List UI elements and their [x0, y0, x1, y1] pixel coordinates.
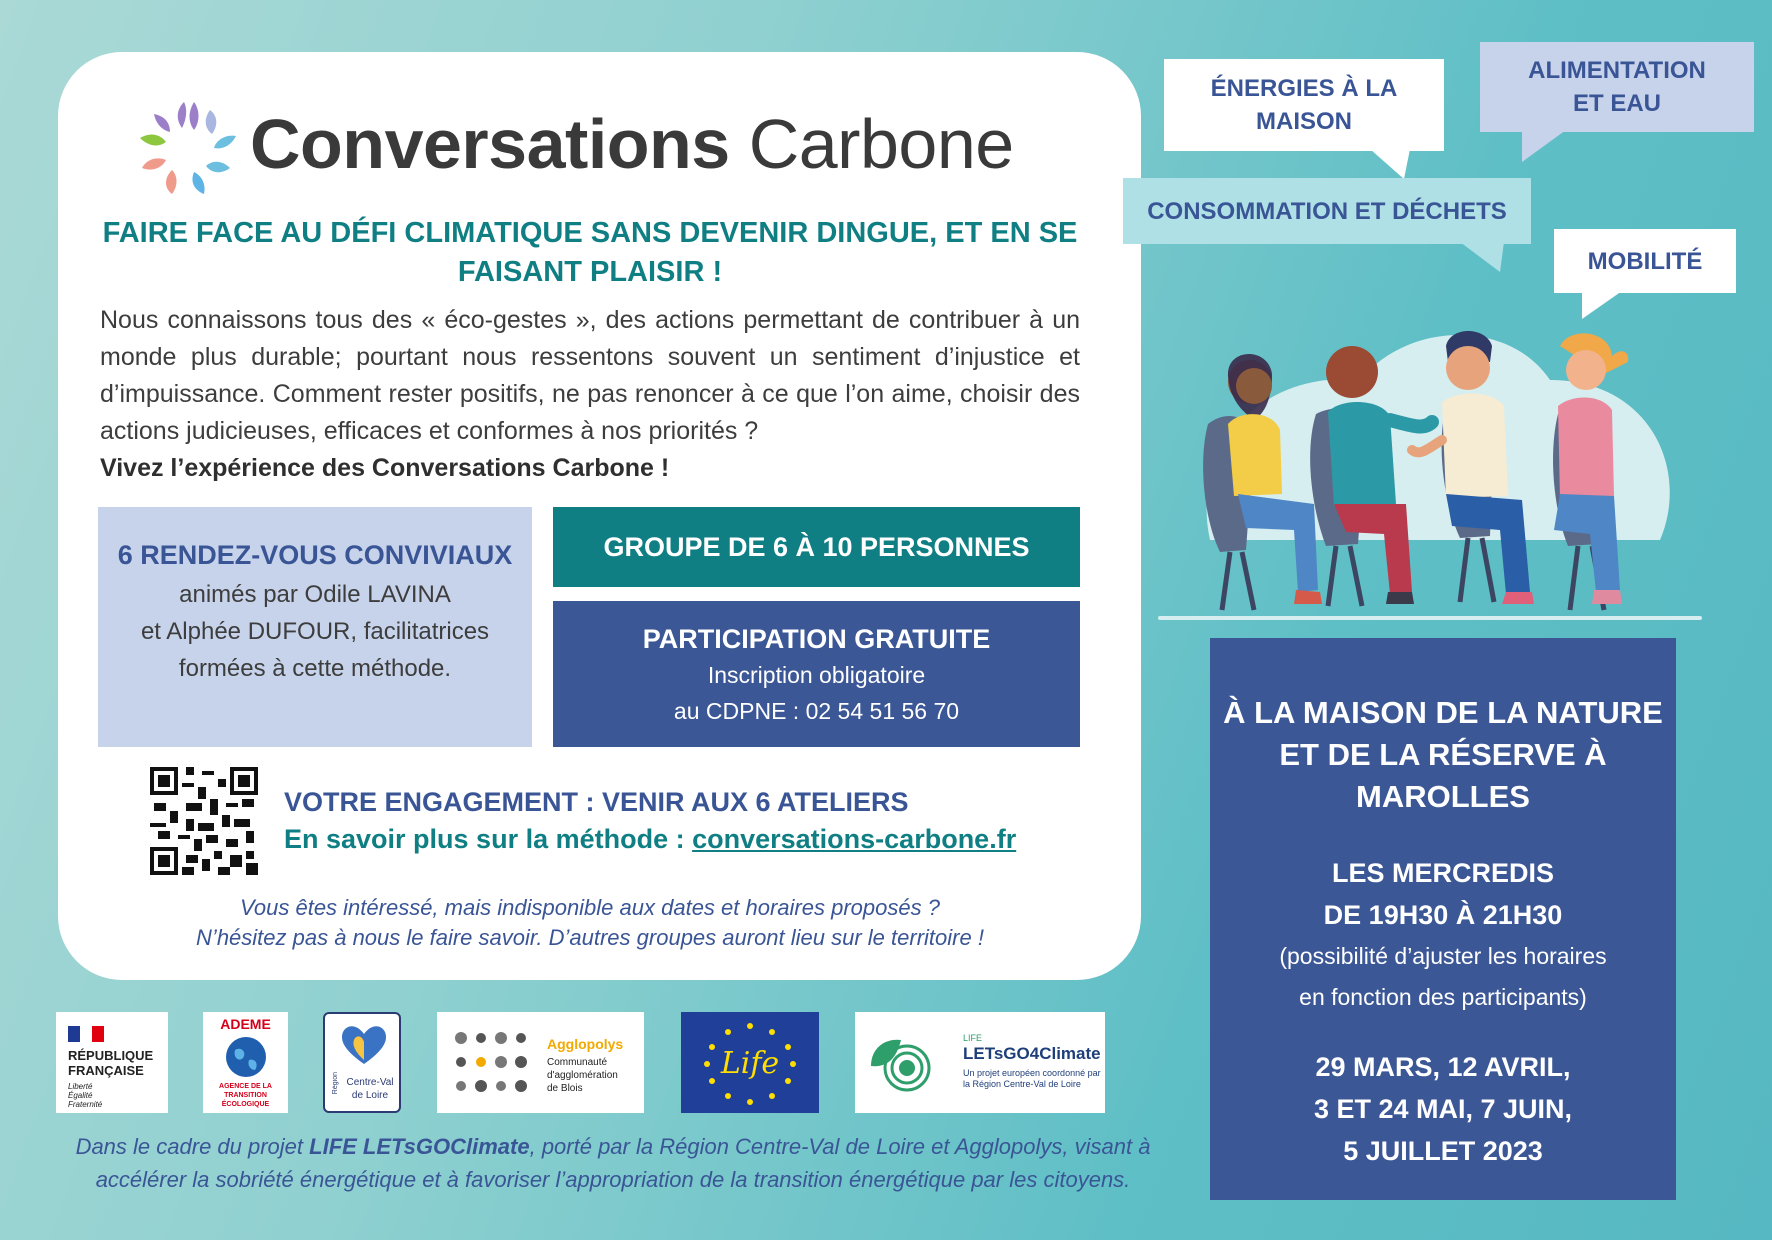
venue-adjust-line: (possibilité d’ajuster les horaires — [1279, 943, 1607, 969]
agglopolys-name: Agglopolys — [547, 1036, 624, 1052]
learn-more-text — [284, 824, 1016, 855]
rendezvous-line: et Alphée DUFOUR, facilitatrices — [140, 618, 490, 645]
rendezvous-line: animés par Odile LAVINA — [179, 581, 451, 608]
participation-phone: au CDPNE : 02 54 51 56 70 — [673, 698, 960, 724]
group-discussion-illustration — [1150, 290, 1710, 630]
region-side-label: Région — [332, 1072, 339, 1095]
bubble-tail — [1460, 242, 1504, 272]
rf-motto: Liberté — [68, 1082, 93, 1091]
venue-info-box — [1210, 638, 1676, 1200]
bubble-energies: ÉNERGIES À LA MAISON — [1164, 59, 1444, 151]
brand-name-light: Carbone — [748, 105, 1014, 183]
participation-line: Inscription obligatoire — [707, 662, 926, 688]
globe-icon — [225, 1036, 267, 1078]
brand-name-bold: Conversations — [250, 105, 730, 183]
venue-place: À LA MAISON DE LA NATURE ET DE LA RÉSERVE À MAROLLES — [1223, 695, 1663, 814]
rf-line: RÉPUBLIQUE — [68, 1048, 154, 1063]
lets-top-label: LIFE — [963, 1033, 983, 1043]
bubble-consommation: CONSOMMATION ET DÉCHETS — [1123, 178, 1531, 244]
rendezvous-line: formées à cette méthode. — [178, 655, 452, 682]
session-dates-line: 3 ET 24 MAI, 7 JUIN, — [1313, 1094, 1573, 1124]
availability-note — [100, 893, 1080, 953]
bubble-alimentation: ALIMENTATION ET EAU — [1480, 42, 1754, 132]
leaf-icon — [867, 1032, 933, 1096]
bubble-tail — [1370, 149, 1410, 179]
agglopolys-line: de Blois — [547, 1083, 583, 1094]
lets-name: LETsGO4Climate — [963, 1044, 1101, 1063]
ademe-logo — [203, 1012, 288, 1113]
rf-motto: Égalité — [68, 1091, 93, 1100]
venue-adjust-note — [1210, 936, 1676, 1018]
letsgo4climate-logo — [855, 1012, 1105, 1113]
lets-line: Un projet européen coordonné par — [963, 1068, 1101, 1078]
region-centre-val-de-loire-logo — [323, 1012, 401, 1113]
french-flag-icon — [68, 1026, 104, 1042]
engagement-text: VOTRE ENGAGEMENT : VENIR AUX 6 ATELIERS — [284, 787, 909, 817]
ademe-tagline: AGENCE DE LA TRANSITION ÉCOLOGIQUE — [219, 1083, 272, 1108]
republique-francaise-logo — [56, 1012, 168, 1113]
participation-title: PARTICIPATION GRATUITE — [642, 624, 991, 654]
region-heart-icon — [337, 1020, 391, 1068]
life-label: Life — [720, 1046, 780, 1081]
venue-days: LES MERCREDIS — [1331, 858, 1555, 888]
bubble-tail — [1522, 130, 1566, 162]
rf-motto: Fraternité — [68, 1100, 103, 1109]
qr-code[interactable] — [150, 767, 258, 875]
rf-line: FRANÇAISE — [68, 1063, 144, 1078]
intro-emphasis: Vivez l’expérience des Conversations Carbone ! — [100, 454, 670, 482]
bubble-mobilite: MOBILITÉ — [1554, 229, 1736, 293]
footer-pre: Dans le cadre du projet — [75, 1134, 310, 1159]
agglopolys-line: d'agglomération — [547, 1070, 618, 1081]
learn-more-label: En savoir plus sur la méthode : — [284, 824, 693, 854]
ademe-name: ADEME — [220, 1016, 271, 1032]
venue-adjust-line: en fonction des participants) — [1299, 984, 1587, 1010]
intro-text: Nous connaissons tous des « éco-gestes », des actions permettant de contribuer à un monde plus durable; pourtant nous ressentons souvent un sentiment d’injustice et d’impuissance. Comment rester positifs, ne pas renoncer à ce que l’on aime, choisir des actions judicieuses, efficaces et conformes à nos priorités ? — [100, 306, 1080, 445]
headline: FAIRE FACE AU DÉFI CLIMATIQUE SANS DEVENIR DINGUE, ET EN SE FAISANT PLAISIR ! — [102, 217, 1078, 288]
session-dates-line: 29 MARS, 12 AVRIL, — [1315, 1052, 1571, 1082]
intro-paragraph — [100, 302, 1080, 487]
footer-post: , porté par la Région Centre-Val de Loire et Agglopolys, visant à accélérer la sobriété énergétique et à favoriser l’appropriation de la transition énergétique par les citoyens. — [95, 1134, 1151, 1192]
venue-schedule — [1210, 852, 1676, 936]
session-dates — [1210, 1046, 1676, 1172]
note-line: Vous êtes intéressé, mais indisponible aux dates et horaires proposés ? — [240, 895, 940, 920]
group-size-box: GROUPE DE 6 À 10 PERSONNES — [553, 507, 1080, 587]
footer-project: LIFE LETsGOClimate — [309, 1134, 530, 1159]
conversations-carbone-logo — [132, 98, 246, 202]
agglopolys-dots-icon — [451, 1028, 529, 1098]
lets-line: la Région Centre-Val de Loire — [963, 1079, 1081, 1089]
rendezvous-title: 6 RENDEZ-VOUS CONVIVIAUX — [117, 540, 513, 570]
rendezvous-box — [98, 507, 532, 747]
note-line: N’hésitez pas à nous le faire savoir. D’autres groupes auront lieu sur le territoire ! — [196, 925, 984, 950]
venue-hours: DE 19H30 À 21H30 — [1323, 900, 1563, 930]
eu-life-logo — [681, 1012, 819, 1113]
website-link[interactable]: conversations-carbone.fr — [692, 824, 1017, 854]
brand-title — [250, 104, 1014, 184]
region-name: Centre-Val de Loire — [346, 1077, 394, 1101]
agglopolys-line: Communauté — [547, 1057, 608, 1068]
agglopolys-logo — [437, 1012, 644, 1113]
footer-text — [58, 1130, 1168, 1196]
rendezvous-details — [98, 576, 532, 687]
participation-box — [553, 601, 1080, 747]
session-dates-line: 5 JUILLET 2023 — [1343, 1136, 1543, 1166]
